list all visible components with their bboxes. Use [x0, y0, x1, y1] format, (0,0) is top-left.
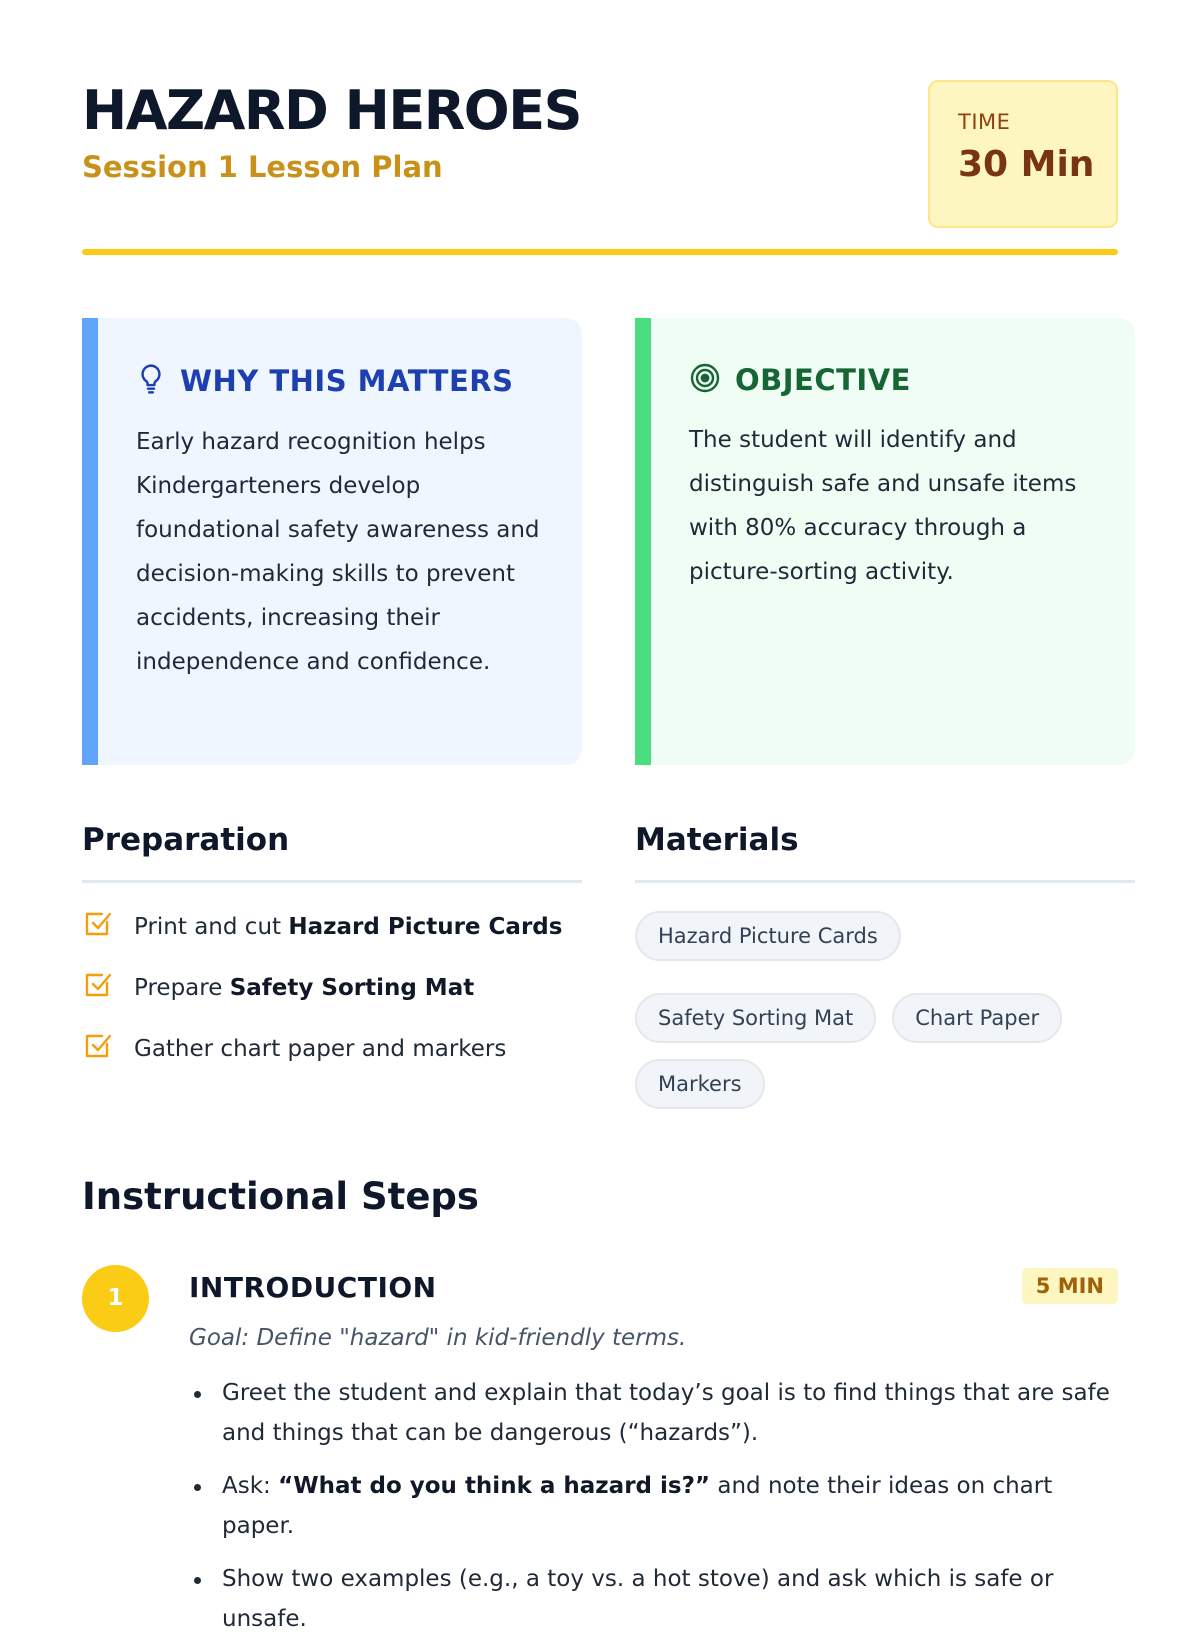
material-chip: Chart Paper: [892, 993, 1062, 1043]
objective-card: [635, 318, 1135, 765]
step-goal: Goal: Define "hazard" in kid-friendly terms.: [189, 1325, 687, 1351]
target-icon: [689, 362, 721, 398]
step-bullet-bold: “What do you think a hazard is?”: [278, 1473, 711, 1499]
step-bullet-text: Show two examples (e.g., a toy vs. a hot stove) and ask which is safe or unsafe.: [222, 1566, 1054, 1632]
preparation-item-text: Print and cut: [134, 914, 289, 940]
checkbox-checked-icon: [82, 969, 114, 1007]
preparation-item-bold: Hazard Picture Cards: [288, 914, 563, 940]
instructional-steps-title: Instructional Steps: [82, 1175, 479, 1218]
step-number-badge: 1: [82, 1265, 149, 1332]
material-chip: Hazard Picture Cards: [635, 911, 901, 961]
material-chip: Markers: [635, 1059, 765, 1109]
why-heading: WHY THIS MATTERS: [180, 364, 514, 398]
lightbulb-icon: [136, 362, 166, 400]
material-chip: Safety Sorting Mat: [635, 993, 876, 1043]
step-bullet-text: Greet the student and explain that today’s goal is to find things that are safe and things that can be dangerous (“hazards”).: [222, 1380, 1110, 1446]
step-bullet-list: [189, 1373, 1118, 1652]
page-header: [82, 80, 1118, 260]
step-time-badge: 5 MIN: [1022, 1268, 1118, 1304]
preparation-item: [82, 1033, 582, 1065]
why-this-matters-card: [82, 318, 582, 765]
materials-chip-list: [635, 911, 1135, 1109]
step-bullet-text: and note their ideas on chart paper.: [222, 1473, 1053, 1539]
step-title: INTRODUCTION: [189, 1271, 437, 1304]
preparation-item: [82, 911, 582, 943]
why-body: Early hazard recognition helps Kindergarteners develop foundational safety awareness and decision-making skills to prevent accidents, increasing their independence and confidence.: [136, 429, 540, 675]
materials-title: Materials: [635, 822, 1135, 883]
preparation-item-bold: Safety Sorting Mat: [229, 975, 475, 1001]
header-divider: [82, 249, 1118, 255]
preparation-list: [82, 911, 582, 1065]
time-value: 30 Min: [958, 144, 1095, 185]
objective-heading: OBJECTIVE: [735, 363, 911, 397]
checkbox-checked-icon: [82, 908, 114, 946]
materials-section: [635, 822, 1135, 1109]
step-bullet: [189, 1373, 1118, 1453]
preparation-item: [82, 972, 582, 1004]
time-label: TIME: [958, 110, 1011, 134]
step-bullet-text: Ask:: [222, 1473, 279, 1499]
preparation-item-text: Gather chart paper and markers: [134, 1036, 507, 1062]
preparation-section: [82, 822, 582, 1094]
preparation-title: Preparation: [82, 822, 582, 883]
preparation-item-text: Prepare: [134, 975, 230, 1001]
checkbox-checked-icon: [82, 1030, 114, 1068]
page-title: HAZARD HEROES: [82, 79, 581, 142]
step-bullet: [189, 1559, 1118, 1639]
page-subtitle: Session 1 Lesson Plan: [82, 150, 443, 184]
time-badge: [928, 80, 1118, 228]
objective-body: The student will identify and distinguish safe and unsafe items with 80% accuracy through a picture-sorting activity.: [689, 427, 1077, 585]
step-bullet: [189, 1466, 1118, 1546]
